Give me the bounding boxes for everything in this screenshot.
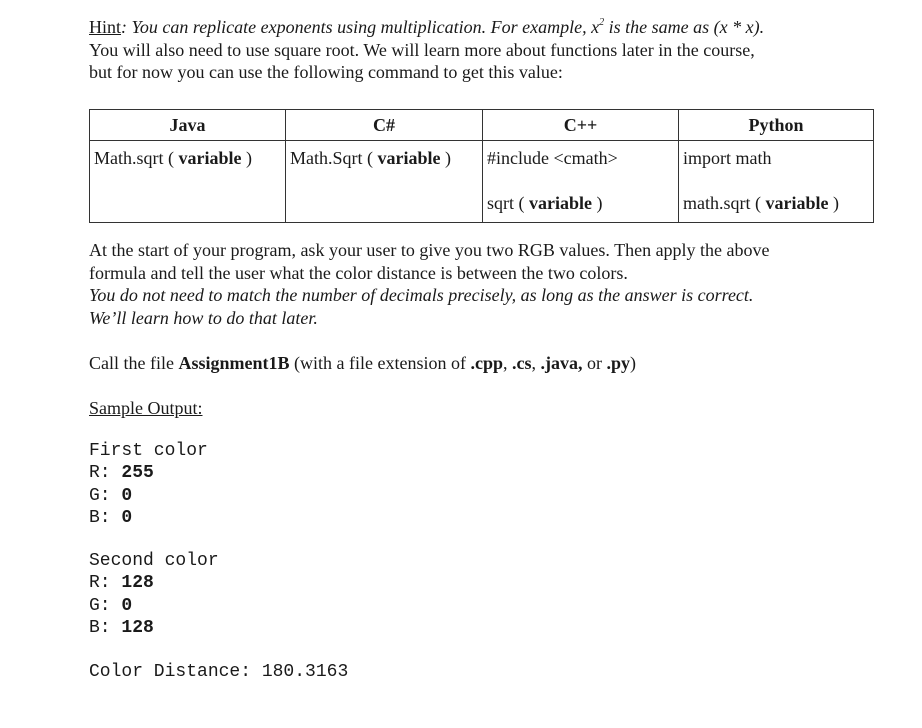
filename-mid: (with a file extension of [289,353,471,373]
filename-prefix: Call the file [89,353,179,373]
ext-py: .py [606,353,630,373]
ext-sep-1: , [502,353,512,373]
ext-sep-2: , [531,353,541,373]
hint-text-a: : You can replicate exponents using multiplication. For example, x [121,17,600,37]
hint-exponent: 2 [599,17,605,28]
first-g-label: G: [89,485,122,506]
first-b-value: 0 [121,507,133,528]
csharp-suffix: ) [440,148,451,168]
csharp-variable: variable [377,148,441,168]
sample-output-heading [89,397,207,420]
cell-python [679,141,874,223]
ext-cs: .cs [511,353,532,373]
cpp-include: #include <cmath> [487,148,618,168]
sample-first-color [89,440,208,529]
ext-cpp: .cpp [470,353,503,373]
cpp-suffix: ) [592,193,603,213]
ext-sep-3: or [582,353,607,373]
cell-csharp [286,141,483,223]
python-prefix: math.sqrt ( [683,193,766,213]
first-color-title: First color [89,441,208,461]
instructions-line-3: You do not need to match the number of decimals precisely, as long as the answer is correct. [89,285,754,305]
second-g-line [89,595,219,617]
filename-paragraph [89,352,849,375]
csharp-prefix: Math.Sqrt ( [290,148,378,168]
filename-suffix: ) [629,353,636,373]
header-cpp: C++ [483,110,679,141]
cpp-variable: variable [529,193,592,213]
sample-second-color [89,550,219,639]
color-distance-text: Color Distance: 180.3163 [89,662,349,682]
instructions-line-1: At the start of your program, ask your user to give you two RGB values. Then apply the above [89,240,770,260]
first-r-value: 255 [121,463,154,484]
header-python: Python [679,110,874,141]
python-variable: variable [765,193,829,213]
second-b-label: B: [89,617,122,638]
first-b-label: B: [89,507,122,528]
hint-label: Hint [89,17,122,37]
second-g-label: G: [89,595,122,616]
second-g-value: 0 [121,595,133,616]
hint-paragraph [89,16,849,84]
hint-line-3: but for now you can use the following command to get this value: [89,62,563,82]
instructions-line-2: formula and tell the user what the color distance is between the two colors. [89,262,628,283]
sqrt-command-table [89,109,874,223]
second-b-value: 128 [121,617,154,638]
first-r-line [89,462,208,484]
hint-text-b: is the same as (x * x). [604,17,765,37]
ext-java: .java, [540,353,583,373]
table-row [90,141,874,223]
java-prefix: Math.sqrt ( [94,148,179,168]
first-r-label: R: [89,463,122,484]
cell-cpp [483,141,679,223]
python-suffix: ) [828,193,839,213]
first-g-line [89,485,208,507]
hint-line-2: You will also need to use square root. We will learn more about functions later in the course, [89,39,755,60]
second-color-title: Second color [89,551,219,571]
python-import: import math [683,148,772,168]
table-header-row [90,110,874,141]
sample-heading-text: Sample Output: [89,398,203,418]
instructions-line-4: We’ll learn how to do that later. [89,307,318,328]
java-variable: variable [178,148,242,168]
cell-java [90,141,286,223]
second-b-line [89,617,219,639]
second-r-label: R: [89,573,122,594]
second-r-value: 128 [121,573,154,594]
first-b-line [89,507,208,529]
header-csharp: C# [286,110,483,141]
first-g-value: 0 [121,485,133,506]
filename-name: Assignment1B [178,353,290,373]
second-r-line [89,572,219,594]
java-suffix: ) [241,148,252,168]
header-java: Java [90,110,286,141]
color-distance-output [89,661,348,683]
cpp-prefix: sqrt ( [487,193,529,213]
instructions-paragraph [89,239,849,329]
